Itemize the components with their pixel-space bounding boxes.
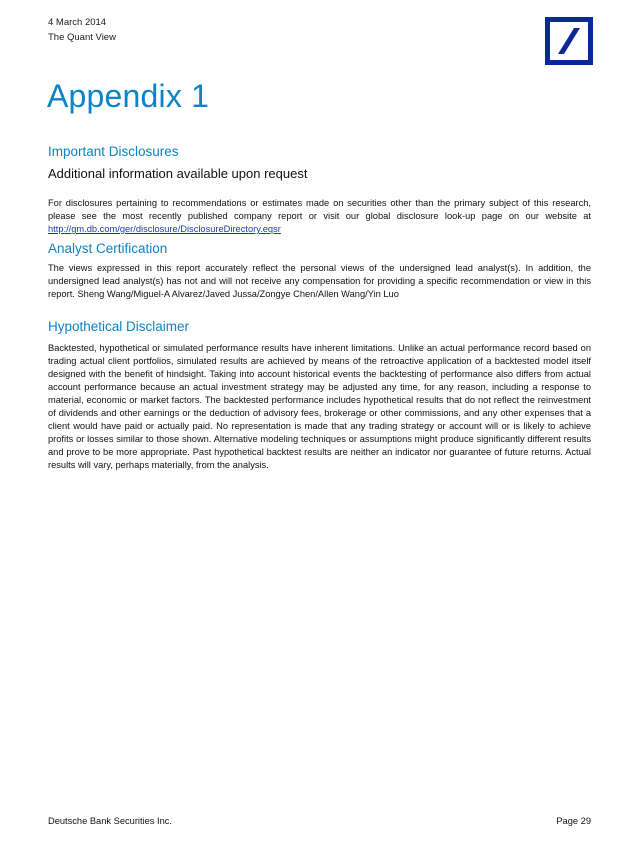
disclosures-paragraph <box>48 197 591 236</box>
publication-name: The Quant View <box>48 32 116 43</box>
footer-company: Deutsche Bank Securities Inc. <box>48 816 173 826</box>
analyst-certification-section <box>48 240 591 301</box>
deutsche-bank-logo-icon <box>545 17 593 65</box>
hypothetical-disclaimer-section <box>48 318 591 472</box>
main-content <box>48 143 591 472</box>
header-meta <box>48 15 116 45</box>
page-title: Appendix 1 <box>47 78 210 114</box>
page-number: Page 29 <box>556 816 591 826</box>
hypothetical-disclaimer-text: Backtested, hypothetical or simulated performance results have inherent limitations. Unlike an actual performance record based on trading actual client portfolios, simulated results are achieved by means of the retroactive application of a backtested model itself designed with the benefit of hindsight. Taking into account historical events the backtesting of performance also differs from actual account performance because an actual investment strategy may be adjusted any time, for any reason, including a response to material, economic or market factors. The backtested performance includes hypothetical results that do not reflect the reinvestment of dividends and other earnings or the deduction of advisory fees, brokerage or other commissions, and any other expenses that a client would have paid or actually paid. No representation is made that any trading strategy or account will or is likely to achieve profits or losses similar to those shown. Alternative modeling techniques or assumptions might produce significantly different results and prove to be more appropriate. Past hypothetical backtest results are neither an indicator nor guarantee of future returns. Actual results will vary, perhaps materially, from the analysis. <box>48 343 591 470</box>
analyst-certification-heading: Analyst Certification <box>48 241 168 256</box>
report-date: 4 March 2014 <box>48 17 107 28</box>
additional-info-subheading: Additional information available upon request <box>48 166 308 181</box>
important-disclosures-section <box>48 143 591 236</box>
important-disclosures-heading: Important Disclosures <box>48 144 179 159</box>
disclosures-text: For disclosures pertaining to recommendations or estimates made on securities other than the primary subject of this research, please see the most recently published company report or visit our global disclosure look-up page on our website at <box>48 198 591 221</box>
hypothetical-disclaimer-heading: Hypothetical Disclaimer <box>48 319 190 334</box>
analyst-certification-text: The views expressed in this report accurately reflect the personal views of the undersigned lead analyst(s). In addition, the undersigned lead analyst(s) has not and will not receive any compensation for providing a specific recommendation or view in this report. Sheng Wang/Miguel-A Alvarez/Javed Jussa/Zongye Chen/Allen Wang/Yin Luo <box>48 263 591 299</box>
disclosure-directory-link[interactable]: http://gm.db.com/ger/disclosure/DisclosureDirectory.eqsr <box>48 224 281 234</box>
